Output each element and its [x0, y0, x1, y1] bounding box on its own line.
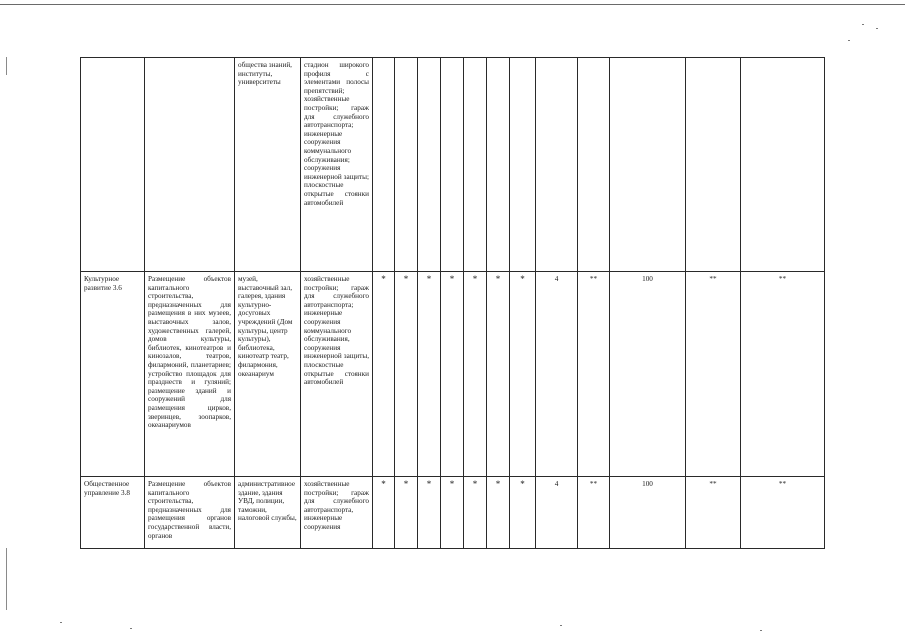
param-cell: * [464, 477, 487, 549]
param-cell: ** [578, 477, 610, 549]
scan-speck [130, 628, 132, 629]
param-cell [510, 58, 536, 272]
table-row [81, 58, 825, 272]
main-use-examples: административное здание, здания УВД, полиции, таможни, налоговой службы, [235, 477, 301, 549]
param-cell: * [487, 272, 510, 477]
table-row [81, 477, 825, 549]
scan-speck [862, 24, 864, 25]
param-cell: ** [686, 477, 741, 549]
param-cell [610, 58, 686, 272]
param-cell [373, 58, 395, 272]
use-type-name: Культурное развитие 3.6 [81, 272, 145, 477]
param-cell: * [464, 272, 487, 477]
param-cell: * [441, 477, 464, 549]
left-margin-mark [6, 548, 7, 610]
param-cell [441, 58, 464, 272]
use-type-description: Размещение объектов капитального строительства, предназначенных для размещения органов государственной власти, органов [145, 477, 235, 549]
param-cell: ** [741, 272, 825, 477]
param-cell: * [418, 477, 441, 549]
param-cell: ** [578, 272, 610, 477]
auxiliary-use: стадион широкого профиля с элементами полосы препятствий; хозяйственные постройки; гараж для служебного автотранспорта; инженерные сооружения коммунального обслуживания; сооружения инженерной защиты; плоскостные открытые стоянки автомобилей [301, 58, 373, 272]
scan-speck [848, 40, 850, 41]
main-use-examples: музей, выставочный зал, галерея, здания культурно-досуговых учреждений (Дом культуры, центр культуры), библиотека, кинотеатр театр, филармония, океанариум [235, 272, 301, 477]
param-cell [536, 58, 578, 272]
use-type-description: Размещение объектов капитального строительства, предназначенных для размещения в них музеев, выставочных залов, художественных галерей, домов культуры, библиотек, кинотеатров и кинозалов, театров, филармоний, планетариев; устройство площадок для празднеств и гуляний; размещение зданий и сооружений для размещения цирков, зверинцев, зоопарков, океанариумов [145, 272, 235, 477]
scan-speck [560, 625, 562, 626]
auxiliary-use: хозяйственные постройки; гараж для служебного автотранспорта; инженерные сооружения коммунального обслуживания, сооружения инженерной защиты, плоскостные открытые стоянки автомобилей [301, 272, 373, 477]
param-cell: ** [741, 477, 825, 549]
param-cell: * [510, 477, 536, 549]
param-cell [578, 58, 610, 272]
param-cell: 4 [536, 477, 578, 549]
param-cell [464, 58, 487, 272]
param-cell: * [395, 477, 418, 549]
scan-speck [760, 630, 762, 631]
use-type-description [145, 58, 235, 272]
page-top-rule [0, 4, 905, 5]
param-cell: 100 [610, 477, 686, 549]
param-cell: 4 [536, 272, 578, 477]
param-cell: * [395, 272, 418, 477]
auxiliary-use: хозяйственные постройки; гараж для служебного автотранспорта, инженерные сооружения [301, 477, 373, 549]
param-cell [686, 58, 741, 272]
table-row [81, 272, 825, 477]
use-type-name [81, 58, 145, 272]
land-use-regulations-table [80, 57, 825, 549]
param-cell: 100 [610, 272, 686, 477]
scan-speck [60, 622, 62, 623]
param-cell [487, 58, 510, 272]
use-type-name: Общественное управление 3.8 [81, 477, 145, 549]
main-use-examples: общества знаний, институты, университеты [235, 58, 301, 272]
param-cell: * [510, 272, 536, 477]
left-margin-mark [6, 57, 7, 75]
scan-speck [876, 28, 878, 29]
param-cell: * [487, 477, 510, 549]
param-cell: * [418, 272, 441, 477]
param-cell [418, 58, 441, 272]
param-cell: * [441, 272, 464, 477]
param-cell: ** [686, 272, 741, 477]
param-cell: * [373, 272, 395, 477]
param-cell [395, 58, 418, 272]
param-cell [741, 58, 825, 272]
param-cell: * [373, 477, 395, 549]
